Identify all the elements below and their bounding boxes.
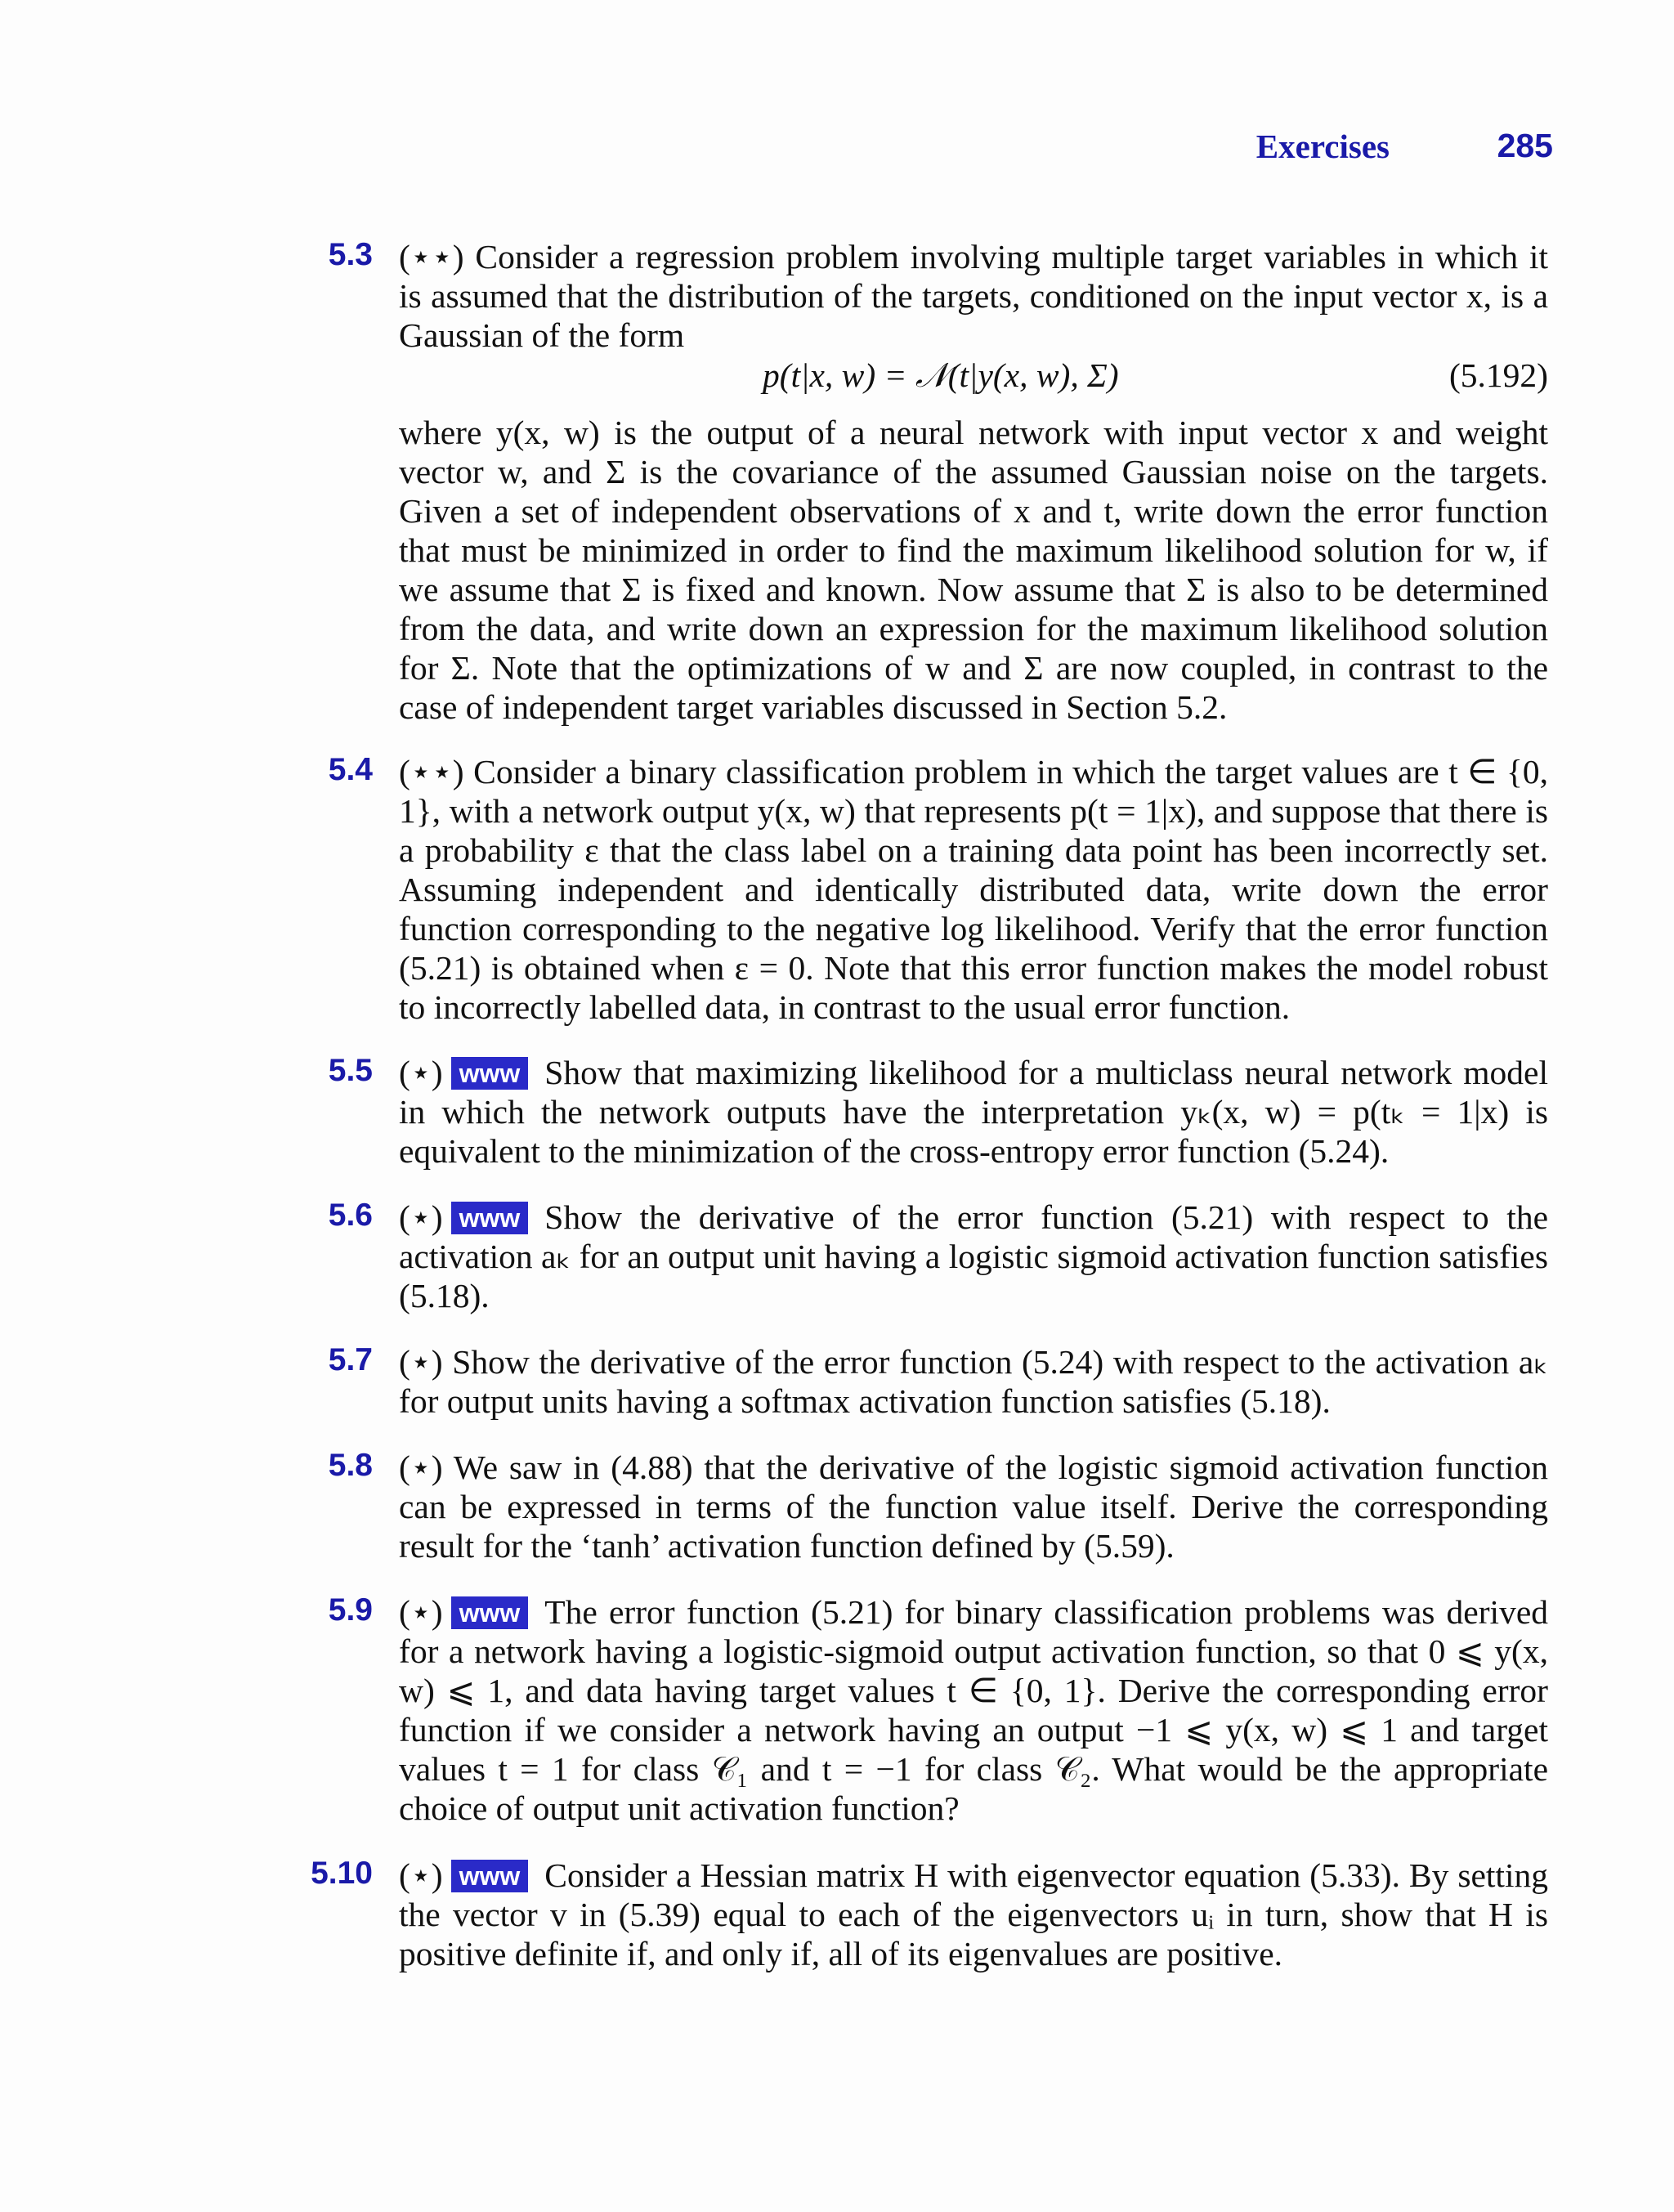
exercise-number: 5.3 <box>328 237 373 272</box>
www-badge[interactable]: www <box>451 1057 529 1090</box>
exercise-body: Show that maximizing likelihood for a multiclass neural network model in which the network outputs have the interpretation yₖ(x, w) = p(tₖ = 1|x) is equivalent to the minimization of the cross-entropy error function (5.24). <box>399 1054 1548 1170</box>
exercise-body: Show the derivative of the error function (5.24) with respect to the activation aₖ for output units having a softmax activation function satisfies (5.18). <box>399 1343 1548 1420</box>
exercise-text <box>399 1198 1548 1315</box>
exercise-body: Consider a Hessian matrix H with eigenvector equation (5.33). By setting the vector v in (5.39) equal to each of the eigenvectors uᵢ in turn, show that H is positive definite if, and only if, all of its eigenvalues are positive. <box>399 1856 1548 1972</box>
exercise-text <box>399 1592 1548 1828</box>
difficulty-marker: (⋆) <box>399 1343 443 1381</box>
exercise-number: 5.8 <box>328 1448 373 1483</box>
exercise-number: 5.5 <box>328 1053 373 1088</box>
exercise-body-continued: where y(x, w) is the output of a neural network with input vector x and weight vector w, and Σ is the covariance of the assumed Gaussian noise on the targets. Given a set of independent observations of x and t, write down the error function that must be minimized in order to find the maximum likelihood solution for w, if we assume that Σ is fixed and known. Now assume that Σ is also to be determined from the data, and write down an expression for the maximum likelihood solution for Σ. Note that the optimizations of w and Σ are now coupled, in contrast to the case of independent target variables discussed in Section 5.2. <box>399 414 1548 726</box>
exercise-text <box>399 1053 1548 1171</box>
display-equation <box>399 356 1548 395</box>
exercise-text <box>399 752 1548 1027</box>
equation-number: (5.192) <box>1448 356 1548 394</box>
exercise-text <box>399 1342 1548 1421</box>
difficulty-marker: (⋆⋆) <box>399 238 464 275</box>
difficulty-marker: (⋆) <box>399 1054 443 1091</box>
page-number: 285 <box>1497 127 1553 164</box>
exercise-number: 5.7 <box>328 1342 373 1377</box>
exercise-number: 5.4 <box>328 752 373 787</box>
exercise-body: Consider a regression problem involving multiple target variables in which it is assumed that the distribution of the targets, conditioned on the input vector x, is a Gaussian of the form <box>399 238 1548 354</box>
exercise-body: Consider a binary classification problem in which the target values are t ∈ {0, 1}, with a network output y(x, w) that represents p(t = 1|x), and suppose that there is a probability ε that the class label on a training data point has been incorrectly set. Assuming independent and identically distributed data, write down the error function corresponding to the negative log likelihood. Verify that the error function (5.21) is obtained when ε = 0. Note that this error function makes the model robust to incorrectly labelled data, in contrast to the usual error function. <box>399 753 1549 1026</box>
exercise-body: The error function (5.21) for binary classification problems was derived for a network having a logistic-sigmoid output activation function, so that 0 ⩽ y(x, w) ⩽ 1, and data having target values t ∈ {0, 1}. Derive the corresponding error function if we consider a network having an output −1 ⩽ y(x, w) ⩽ 1 and target values t = 1 for class 𝒞₁ and t = −1 for class 𝒞₂. What would be the appropriate choice of output unit activation function? <box>399 1593 1548 1827</box>
difficulty-marker: (⋆) <box>399 1198 443 1236</box>
exercise-number: 5.6 <box>328 1198 373 1233</box>
exercise-text <box>399 1856 1548 1973</box>
exercise-text-continued <box>399 413 1548 727</box>
www-badge[interactable]: www <box>451 1202 529 1234</box>
difficulty-marker: (⋆) <box>399 1856 443 1894</box>
exercise-text <box>399 1448 1548 1565</box>
exercise-text <box>399 237 1548 355</box>
exercise-body: Show the derivative of the error function (5.21) with respect to the activation aₖ for an output unit having a logistic sigmoid activation function satisfies (5.18). <box>399 1198 1548 1314</box>
difficulty-marker: (⋆) <box>399 1593 443 1631</box>
www-badge[interactable]: www <box>451 1860 529 1892</box>
exercise-body: We saw in (4.88) that the derivative of the logistic sigmoid activation function can be expressed in terms of the function value itself. Derive the corresponding result for the ‘tanh’ activation function defined by (5.59). <box>399 1449 1548 1565</box>
difficulty-marker: (⋆⋆) <box>399 753 464 790</box>
exercise-number: 5.10 <box>311 1856 373 1891</box>
difficulty-marker: (⋆) <box>399 1449 443 1486</box>
exercise-number: 5.9 <box>328 1592 373 1628</box>
www-badge[interactable]: www <box>451 1596 529 1629</box>
section-title: Exercises <box>1256 128 1390 165</box>
equation-body: p(t|x, w) = 𝒩(t|y(x, w), Σ) <box>763 356 1119 394</box>
